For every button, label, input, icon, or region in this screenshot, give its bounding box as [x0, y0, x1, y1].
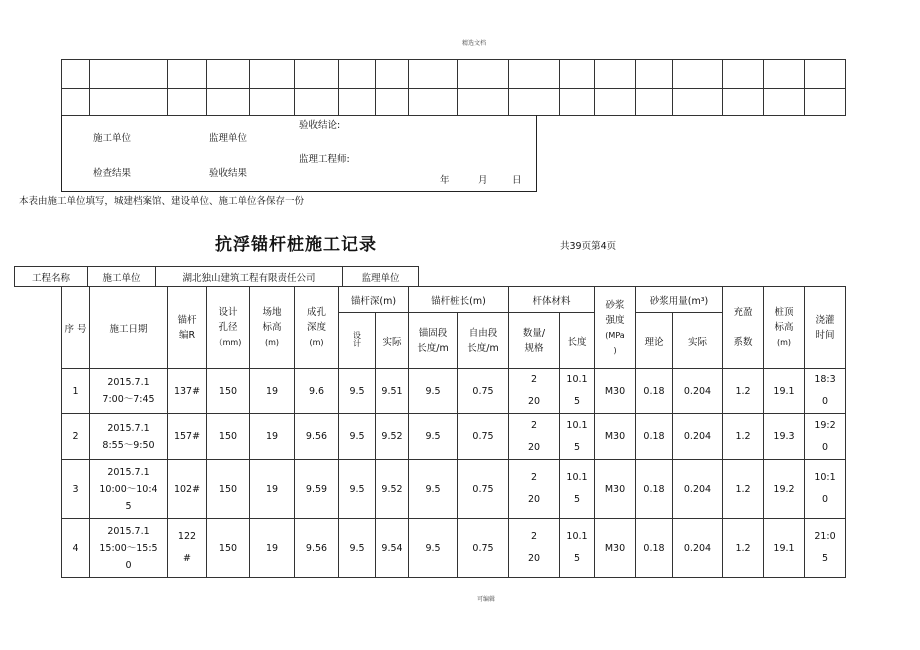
col-date: 施工日期 [90, 287, 168, 369]
cell-pour: 10:1 0 [805, 460, 846, 519]
col-pour-time: 浇灌 时间 [805, 287, 846, 369]
cell-mat-qty: 2 20 [509, 369, 560, 414]
col-usage-actual: 实际 [673, 313, 723, 369]
blank-cell [560, 60, 595, 89]
cell-depth-actual: 9.52 [376, 414, 409, 460]
cell-date: 2015.7.1 10:00～10:4 5 [90, 460, 168, 519]
col-usage-group: 砂浆用量(m³) [636, 287, 723, 313]
cell-seq: 2 [62, 414, 90, 460]
supervision-unit-label: 监理单位 [343, 267, 419, 287]
cell-design: 150 [207, 460, 250, 519]
col-mat-qty: 数量/ 规格 [509, 313, 560, 369]
blank-cell [250, 89, 295, 116]
blank-cell [673, 60, 723, 89]
blank-cell [458, 60, 509, 89]
blank-cell [673, 89, 723, 116]
cell-mortar: M30 [595, 414, 636, 460]
cell-depth-design: 9.5 [339, 460, 376, 519]
blank-cell [636, 89, 673, 116]
cell-len-free: 0.75 [458, 460, 509, 519]
cell-site: 19 [250, 519, 295, 578]
cell-theory: 0.18 [636, 519, 673, 578]
footer-mark: 可编辑 [477, 596, 496, 603]
cell-depth-actual: 9.51 [376, 369, 409, 414]
blank-cell [723, 60, 764, 89]
blank-cell [805, 89, 846, 116]
cell-design: 150 [207, 369, 250, 414]
cell-depth-design: 9.5 [339, 519, 376, 578]
construction-unit-value: 湖北独山建筑工程有限责任公司 [156, 267, 343, 287]
blank-cell [764, 60, 805, 89]
acceptance-conclusion: 验收结论: [299, 120, 341, 131]
col-anchor-no: 锚杆 编R [168, 287, 207, 369]
cell-site: 19 [250, 369, 295, 414]
blank-cell [409, 89, 458, 116]
acceptance-result: 验收结果 [209, 168, 248, 179]
page-info: 共39页第4页 [560, 241, 617, 252]
cell-top: 19.3 [764, 414, 805, 460]
cell-mortar: M30 [595, 460, 636, 519]
cell-actual: 0.204 [673, 369, 723, 414]
cell-mat-qty: 2 20 [509, 414, 560, 460]
cell-depth-actual: 9.54 [376, 519, 409, 578]
project-info-row [14, 266, 419, 287]
blank-cell [376, 89, 409, 116]
cell-len-anchor: 9.5 [409, 414, 458, 460]
cell-fill: 1.2 [723, 519, 764, 578]
cell-actual: 0.204 [673, 519, 723, 578]
cell-theory: 0.18 [636, 460, 673, 519]
col-site-elev: 场地 标高 (m) [250, 287, 295, 369]
page-title: 抗浮锚杆桩施工记录 [215, 235, 377, 255]
header-mark: 精选文档 [462, 40, 487, 47]
cell-mat-len: 10.1 5 [560, 460, 595, 519]
blank-cell [595, 89, 636, 116]
cell-date: 2015.7.1 8:55～9:50 [90, 414, 168, 460]
cell-len-anchor: 9.5 [409, 460, 458, 519]
cell-hole: 9.6 [295, 369, 339, 414]
blank-cell [595, 60, 636, 89]
blank-cell [90, 60, 168, 89]
col-depth-group: 锚杆深(m) [339, 287, 409, 313]
acceptance-inspection-result: 检查结果 [93, 168, 132, 179]
blank-cell [250, 60, 295, 89]
cell-len-free: 0.75 [458, 369, 509, 414]
blank-cell [560, 89, 595, 116]
acceptance-supervision-unit: 监理单位 [209, 133, 248, 144]
table-row [62, 460, 846, 519]
col-depth-design: 设计 [339, 313, 376, 369]
acceptance-month: 月 [478, 175, 488, 186]
cell-mat-qty: 2 20 [509, 519, 560, 578]
blank-cell [207, 60, 250, 89]
blank-cell [509, 60, 560, 89]
blank-cell [509, 89, 560, 116]
blank-cell [62, 89, 90, 116]
col-seq: 序 号 [62, 287, 90, 369]
cell-anchor: 102# [168, 460, 207, 519]
record-table [61, 286, 846, 578]
top-blank-grid [61, 59, 846, 116]
blank-cell [636, 60, 673, 89]
cell-depth-actual: 9.52 [376, 460, 409, 519]
cell-date: 2015.7.1 7:00～7:45 [90, 369, 168, 414]
cell-top: 19.2 [764, 460, 805, 519]
col-fill-coef: 充盈 系数 [723, 287, 764, 369]
cell-pour: 18:3 0 [805, 369, 846, 414]
cell-top: 19.1 [764, 519, 805, 578]
cell-theory: 0.18 [636, 414, 673, 460]
cell-actual: 0.204 [673, 460, 723, 519]
cell-mat-len: 10.1 5 [560, 414, 595, 460]
cell-hole: 9.56 [295, 414, 339, 460]
cell-anchor: 137# [168, 369, 207, 414]
col-material-group: 杆体材料 [509, 287, 595, 313]
cell-seq: 4 [62, 519, 90, 578]
cell-len-anchor: 9.5 [409, 519, 458, 578]
blank-cell [62, 60, 90, 89]
blank-cell [207, 89, 250, 116]
cell-depth-design: 9.5 [339, 369, 376, 414]
col-top-elev: 桩顶 标高 (m) [764, 287, 805, 369]
cell-hole: 9.59 [295, 460, 339, 519]
blank-cell [723, 89, 764, 116]
blank-cell [458, 89, 509, 116]
cell-mortar: M30 [595, 369, 636, 414]
blank-cell [764, 89, 805, 116]
col-depth-actual: 实际 [376, 313, 409, 369]
cell-design: 150 [207, 519, 250, 578]
cell-theory: 0.18 [636, 369, 673, 414]
cell-fill: 1.2 [723, 369, 764, 414]
col-length-group: 锚杆桩长(m) [409, 287, 509, 313]
col-design-dia: 设计 孔径 （mm) [207, 287, 250, 369]
table-row [62, 414, 846, 460]
cell-len-free: 0.75 [458, 414, 509, 460]
cell-site: 19 [250, 460, 295, 519]
cell-fill: 1.2 [723, 414, 764, 460]
acceptance-day: 日 [512, 175, 522, 186]
col-usage-theory: 理论 [636, 313, 673, 369]
construction-unit-label: 施工单位 [88, 267, 156, 287]
cell-mat-qty: 2 20 [509, 460, 560, 519]
cell-actual: 0.204 [673, 414, 723, 460]
blank-cell [168, 60, 207, 89]
project-name-label: 工程名称 [15, 267, 88, 287]
table-row [62, 369, 846, 414]
blank-cell [339, 89, 376, 116]
cell-pour: 21:0 5 [805, 519, 846, 578]
blank-cell [90, 89, 168, 116]
acceptance-engineer: 监理工程师: [299, 154, 350, 165]
cell-seq: 1 [62, 369, 90, 414]
acceptance-construction-unit: 施工单位 [93, 133, 132, 144]
cell-anchor: 122 # [168, 519, 207, 578]
cell-hole: 9.56 [295, 519, 339, 578]
cell-fill: 1.2 [723, 460, 764, 519]
blank-cell [168, 89, 207, 116]
blank-cell [376, 60, 409, 89]
cell-date: 2015.7.1 15:00～15:5 0 [90, 519, 168, 578]
cell-site: 19 [250, 414, 295, 460]
cell-mat-len: 10.1 5 [560, 369, 595, 414]
blank-cell [295, 89, 339, 116]
cell-len-anchor: 9.5 [409, 369, 458, 414]
col-mat-len: 长度 [560, 313, 595, 369]
cell-len-free: 0.75 [458, 519, 509, 578]
col-len-free: 自由段 长度/m [458, 313, 509, 369]
cell-depth-design: 9.5 [339, 414, 376, 460]
cell-top: 19.1 [764, 369, 805, 414]
cell-mortar: M30 [595, 519, 636, 578]
cell-pour: 19:2 0 [805, 414, 846, 460]
col-hole-depth: 成孔 深度 (m) [295, 287, 339, 369]
cell-design: 150 [207, 414, 250, 460]
storage-note: 本表由施工单位填写，城建档案馆、建设单位、施工单位各保存一份 [19, 196, 305, 207]
blank-cell [805, 60, 846, 89]
blank-cell [339, 60, 376, 89]
cell-mat-len: 10.1 5 [560, 519, 595, 578]
blank-cell [295, 60, 339, 89]
table-row [62, 519, 846, 578]
acceptance-year: 年 [440, 175, 450, 186]
cell-anchor: 157# [168, 414, 207, 460]
cell-seq: 3 [62, 460, 90, 519]
col-mortar-strength: 砂浆 强度 (MPa ) [595, 287, 636, 369]
col-len-anchor: 锚固段 长度/m [409, 313, 458, 369]
blank-cell [409, 60, 458, 89]
